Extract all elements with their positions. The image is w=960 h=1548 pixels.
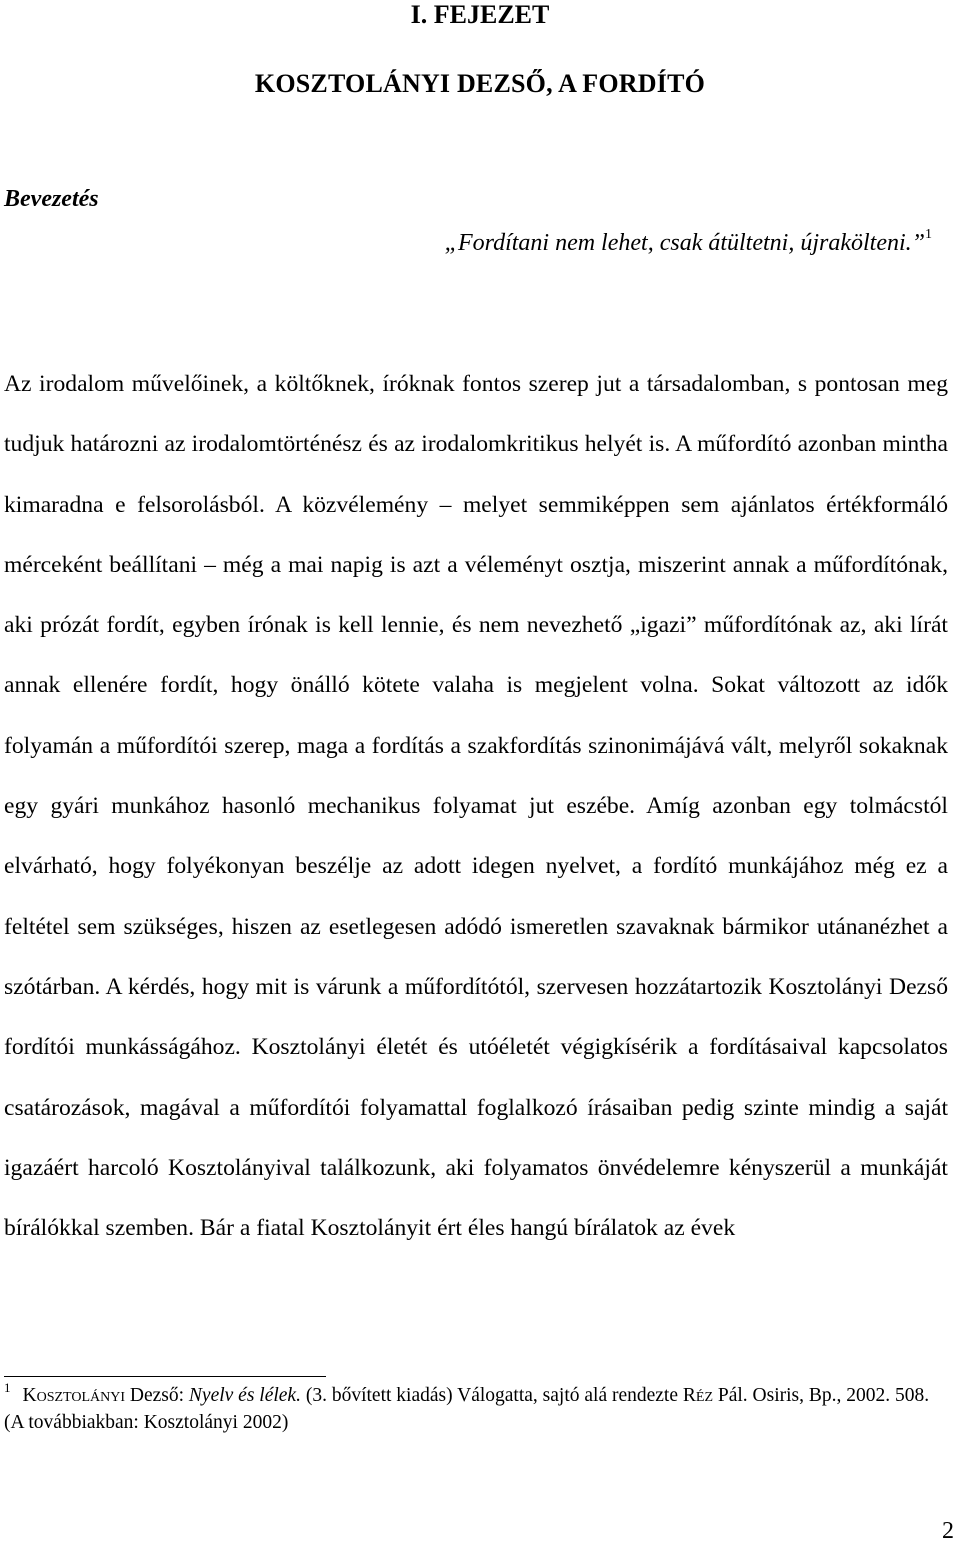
page-number: 2 (942, 1518, 954, 1544)
section-heading: Bevezetés (4, 186, 99, 212)
footnote-work-title: Nyelv és lélek. (188, 1385, 301, 1406)
footnote-details-2: Pál. Osiris, Bp., 2002. 508. (A továbbiakban: Kosztolányi 2002) (4, 1385, 930, 1433)
footnote-author-surname: Kosztolányi (22, 1385, 125, 1406)
body-paragraph: Az irodalom művelőinek, a költőknek, íróknak fontos szerep jut a társadalomban, s pontosan meg tudjuk határozni az irodalomtörténész és az irodalomkritikus helyét is. A műfordító azonban mintha kimaradna e felsorolásból. A közvélemény – melyet semmiképpen sem ajánlatos értékformáló mérceként beállítani – még a mai napig is azt a véleményt osztja, miszerint annak a műfordítónak, aki prózát fordít, egyben írónak is kell lennie, és nem nevezhető „igazi” műfordítónak az, aki lírát annak ellenére fordít, hogy önálló kötete valaha is megjelent volna. Sokat változott az idők folyamán a műfordítói szerep, maga a fordítás a szakfordítás szinonimájává vált, melyről sokaknak egy gyári munkához hasonló mechanikus folyamat jut eszébe. Amíg azonban egy tolmácstól elvárható, hogy folyékonyan beszélje az adott idegen nyelvet, a fordító munkájához még ez a feltétel sem szükséges, hiszen az esetlegesen adódó ismeretlen szavaknak bármikor utánanézhet a szótárban. A kérdés, hogy mit is várunk a műfordítótól, szervesen hozzátartozik Kosztolányi Dezső fordítói munkásságához. Kosztolányi életét és utóéletét végigkísérik a fordításaival kapcsolatos csatározások, magával a műfordítói folyamattal foglalkozó írásaiban pedig szinte mindig a saját igazáért harcoló Kosztolányival találkozunk, aki folyamatos önvédelemre kényszerül a munkáját bírálókkal szemben. Bár a fiatal Kosztolányit ért éles hangú bírálatok az évek (4, 371, 948, 1242)
footnote-divider (4, 1376, 326, 1377)
footnote-number: 1 (4, 1380, 11, 1395)
epigraph-footnote-ref[interactable]: 1 (925, 227, 932, 242)
epigraph-quote (445, 228, 932, 258)
chapter-title: KOSZTOLÁNYI DEZSŐ, A FORDÍTÓ (254, 69, 706, 98)
footnote-editor-surname: Réz (682, 1385, 714, 1406)
footnote (4, 1382, 948, 1436)
chapter-label: I. FEJEZET (410, 0, 550, 29)
epigraph-text: „Fordítani nem lehet, csak átültetni, újrakölteni.” (444, 230, 925, 256)
footnote-author-given: Dezső: (125, 1385, 189, 1406)
footnote-details-1: (3. bővített kiadás) Válogatta, sajtó alá rendezte (300, 1385, 683, 1406)
